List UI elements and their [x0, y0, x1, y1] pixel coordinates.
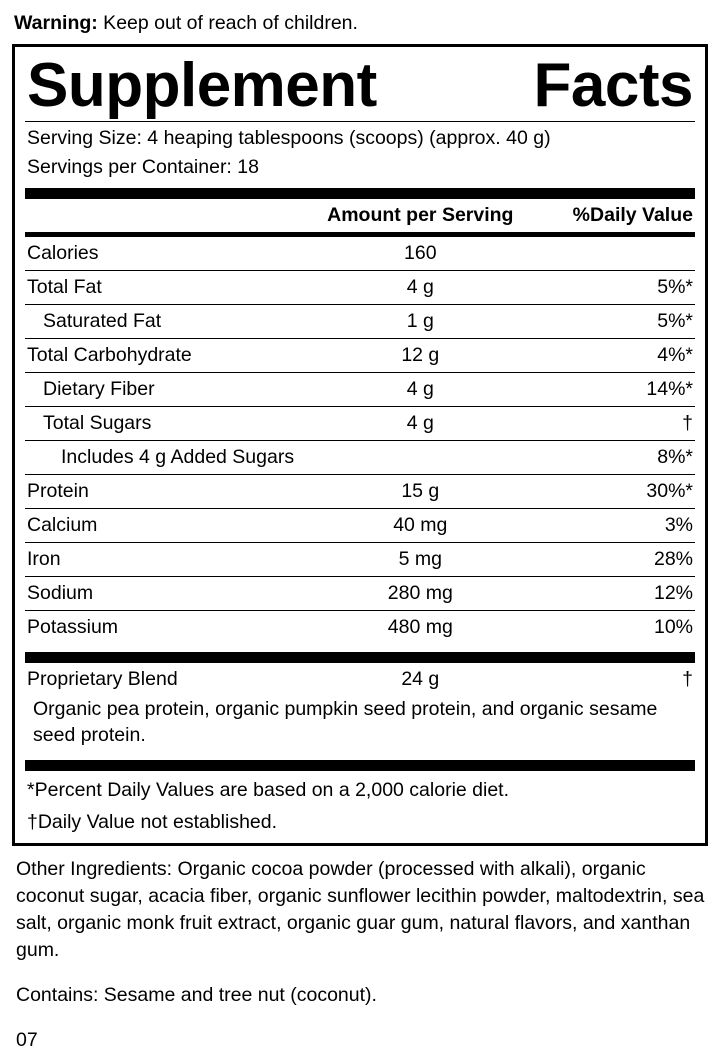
warning-line	[14, 10, 708, 36]
label-code: 07	[16, 1029, 38, 1051]
blend-top-rule	[25, 652, 695, 663]
row-amount: 12 g	[306, 339, 534, 373]
title-word-facts: Facts	[533, 51, 693, 120]
table-row	[25, 663, 695, 696]
supplement-facts-panel	[12, 44, 708, 846]
row-dv: †	[534, 407, 695, 441]
row-amount: 4 g	[306, 373, 534, 407]
row-amount: 480 mg	[306, 611, 534, 645]
header-amount-per-serving: Amount per Serving	[327, 204, 514, 226]
blend-amount: 24 g	[401, 668, 440, 690]
row-amount: 4 g	[306, 407, 534, 441]
servings-per-container: Servings per Container: 18	[27, 156, 259, 178]
row-amount: 160	[404, 242, 437, 264]
row-dv: 28%	[534, 543, 695, 577]
row-name: Saturated Fat	[25, 305, 306, 339]
blend-description: Organic pea protein, organic pumpkin seed protein, and organic sesame seed protein.	[33, 698, 658, 746]
row-dv	[534, 237, 695, 271]
blend-dv: †	[682, 668, 693, 690]
row-name: Includes 4 g Added Sugars	[25, 441, 306, 475]
warning-text: Keep out of reach of children.	[97, 12, 358, 34]
supplement-facts-title	[25, 53, 695, 121]
nutrition-table	[25, 199, 695, 232]
row-amount: 15 g	[306, 475, 534, 509]
table-row	[25, 543, 695, 577]
row-name: Sodium	[25, 577, 306, 611]
row-name: Protein	[25, 475, 306, 509]
footnote-dv-not-established: †Daily Value not established.	[27, 811, 278, 833]
table-row	[25, 577, 695, 611]
table-row	[25, 509, 695, 543]
row-dv: 4%*	[534, 339, 695, 373]
footnote-daily-values: *Percent Daily Values are based on a 2,000 calorie diet.	[27, 779, 510, 801]
row-name: Dietary Fiber	[25, 373, 306, 407]
row-dv: 10%	[534, 611, 695, 645]
table-row	[25, 237, 695, 271]
row-dv: 5%*	[534, 305, 695, 339]
serving-size: Serving Size: 4 heaping tablespoons (scoops) (approx. 40 g)	[27, 127, 551, 149]
header-top-rule	[25, 188, 695, 199]
row-dv: 14%*	[534, 373, 695, 407]
table-row	[25, 271, 695, 305]
nutrition-rows	[25, 237, 695, 644]
table-row	[25, 339, 695, 373]
blend-name: Proprietary Blend	[27, 668, 178, 690]
row-name: Iron	[25, 543, 306, 577]
table-header-row	[25, 199, 695, 232]
table-row	[25, 373, 695, 407]
row-dv: 8%*	[534, 441, 695, 475]
row-dv: 30%*	[534, 475, 695, 509]
row-amount: 4 g	[306, 271, 534, 305]
row-dv: 12%	[534, 577, 695, 611]
row-name: Total Carbohydrate	[25, 339, 306, 373]
table-row	[25, 305, 695, 339]
proprietary-blend-table	[25, 663, 695, 696]
header-daily-value: %Daily Value	[572, 204, 693, 226]
table-row	[25, 475, 695, 509]
title-word-supplement: Supplement	[27, 51, 377, 120]
warning-label: Warning:	[14, 12, 98, 34]
contains-allergens: Contains: Sesame and tree nut (coconut).	[16, 984, 377, 1006]
row-dv: 3%	[534, 509, 695, 543]
table-row	[25, 407, 695, 441]
row-amount	[306, 441, 534, 475]
table-row	[25, 441, 695, 475]
row-name: Total Sugars	[25, 407, 306, 441]
row-name: Potassium	[25, 611, 306, 645]
row-amount: 1 g	[306, 305, 534, 339]
row-amount: 5 mg	[306, 543, 534, 577]
table-row	[25, 611, 695, 645]
row-name: Calcium	[25, 509, 306, 543]
row-dv: 5%*	[534, 271, 695, 305]
other-ingredients: Other Ingredients: Organic cocoa powder (processed with alkali), organic coconut sugar, acacia fiber, organic sunflower lecithin powder, maltodextrin, sea salt, organic monk fruit extract, organic guar gum, natural flavors, and xanthan gum.	[16, 858, 705, 961]
row-name: Total Fat	[25, 271, 306, 305]
header-blank	[25, 199, 306, 232]
footnote-top-rule	[25, 760, 695, 771]
row-amount: 280 mg	[306, 577, 534, 611]
row-name: Calories	[27, 242, 99, 264]
row-amount: 40 mg	[306, 509, 534, 543]
